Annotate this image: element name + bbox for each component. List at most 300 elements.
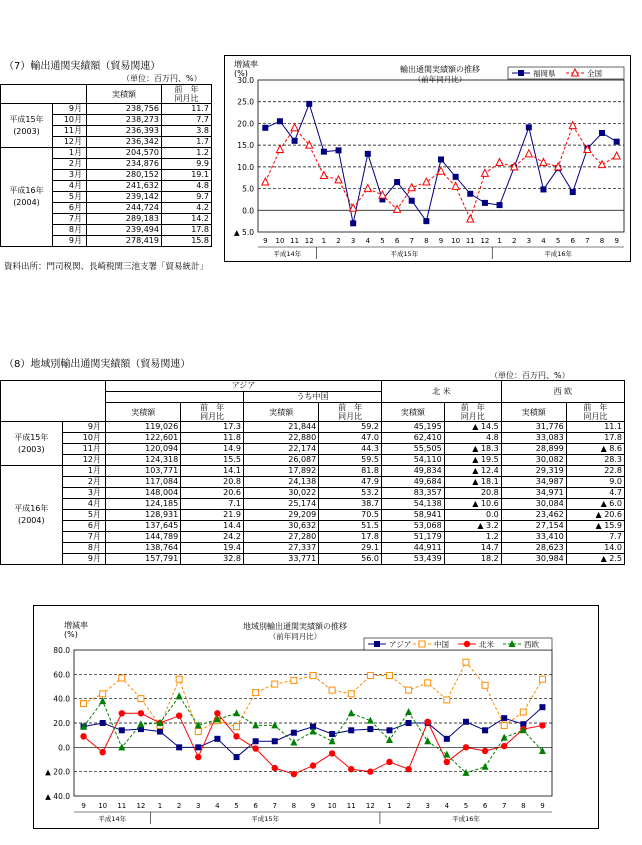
data-point	[321, 149, 327, 155]
data-point	[482, 748, 488, 754]
asia-amount-cell: 144,789	[105, 532, 180, 543]
era-label: 平成15年 (2003)	[1, 422, 63, 466]
data-point	[233, 709, 240, 716]
asia-amount-cell: 103,771	[105, 466, 180, 477]
amount-cell: 278,419	[87, 236, 162, 247]
x-tick-label: 1	[321, 237, 327, 245]
data-point	[540, 159, 547, 166]
month-cell: 1月	[53, 148, 87, 159]
data-point	[348, 691, 354, 697]
data-point	[467, 191, 473, 197]
asia-yoy-cell: 32.8	[181, 554, 244, 565]
data-point	[463, 719, 469, 725]
china-yoy-cell: 81.8	[319, 466, 382, 477]
data-point	[443, 751, 450, 758]
month-cell: 4月	[62, 499, 105, 510]
section7-title: （7）輸出通関実績額（貿易関連）	[4, 61, 161, 72]
data-point	[252, 721, 259, 728]
eu-amount-cell: 29,319	[501, 466, 566, 477]
asia-yoy-cell: 11.8	[181, 433, 244, 444]
x-group-label: 平成16年	[452, 815, 480, 823]
x-tick-label: 3	[526, 237, 532, 245]
header-blank	[1, 381, 106, 422]
month-cell: 3月	[62, 488, 105, 499]
china-amount-cell: 22,174	[243, 444, 318, 455]
yoy-cell: 19.1	[162, 170, 212, 181]
asia-amount-cell: 128,931	[105, 510, 180, 521]
x-tick-label: 12	[304, 237, 314, 245]
na-yoy-cell: ▲ 14.5	[444, 422, 501, 433]
data-point	[425, 680, 431, 686]
eu-amount-cell: 33,410	[501, 532, 566, 543]
x-tick-label: 12	[365, 802, 375, 810]
eu-amount-cell: 30,082	[501, 455, 566, 466]
amount-cell: 238,273	[87, 115, 162, 126]
data-point	[329, 737, 336, 744]
data-point	[539, 704, 545, 710]
data-point	[367, 768, 373, 774]
eu-yoy-cell: 11.1	[566, 422, 624, 433]
na-yoy-cell: ▲ 10.6	[444, 499, 501, 510]
na-amount-cell: 49,834	[381, 466, 444, 477]
y-tick-label: ▲ 40.0	[45, 792, 70, 801]
na-amount-cell: 49,684	[381, 477, 444, 488]
amount-cell: 234,876	[87, 159, 162, 170]
asia-amount-cell: 138,764	[105, 543, 180, 554]
eu-yoy-cell: 9.0	[566, 477, 624, 488]
data-point	[291, 124, 298, 131]
x-tick-label: 4	[541, 237, 546, 245]
x-tick-label: 5	[463, 802, 469, 810]
source-note: 資料出所：門司税関、長崎税関三池支署「貿易統計」	[4, 262, 209, 272]
data-point	[613, 152, 620, 159]
month-cell: 9月	[53, 104, 87, 115]
china-yoy-cell: 70.5	[319, 510, 382, 521]
data-point	[365, 151, 371, 157]
x-tick-label: 2	[406, 802, 411, 810]
china-amount-cell: 30,022	[243, 488, 318, 499]
amount-cell: 289,183	[87, 214, 162, 225]
data-point	[482, 200, 488, 206]
data-point	[290, 738, 297, 745]
china-yoy-cell: 51.5	[319, 521, 382, 532]
china-yoy-cell: 38.7	[319, 499, 382, 510]
data-point	[195, 744, 201, 750]
data-point	[364, 185, 371, 192]
na-yoy-cell: 20.8	[444, 488, 501, 499]
table-row	[1, 444, 625, 455]
eu-yoy-cell: 7.7	[566, 532, 624, 543]
table-header-row	[1, 381, 625, 392]
asia-amount-cell: 137,645	[105, 521, 180, 532]
month-cell: 2月	[62, 477, 105, 488]
data-point	[405, 708, 412, 715]
eu-yoy-cell: 4.7	[566, 488, 624, 499]
data-point	[291, 677, 297, 683]
data-point	[497, 202, 503, 208]
x-tick-label: 4	[365, 237, 371, 245]
data-point	[501, 715, 507, 721]
table-row	[1, 554, 625, 565]
amount-cell: 238,756	[87, 104, 162, 115]
x-tick-label: 11	[346, 802, 356, 810]
yoy-cell: 1.2	[162, 148, 212, 159]
header-blank	[1, 85, 87, 104]
x-tick-label: 3	[196, 802, 201, 810]
china-amount-cell: 29,209	[243, 510, 318, 521]
china-amount-cell: 22,880	[243, 433, 318, 444]
x-tick-label: 6	[394, 237, 400, 245]
amount-cell: 204,570	[87, 148, 162, 159]
x-tick-label: 5	[555, 237, 561, 245]
x-group-label: 平成16年	[544, 250, 573, 258]
na-yoy-cell: 1.2	[444, 532, 501, 543]
month-cell: 6月	[62, 521, 105, 532]
data-point	[444, 736, 450, 742]
section8-table	[0, 380, 625, 565]
data-point	[386, 727, 392, 733]
month-cell: 9月	[62, 422, 105, 433]
data-point	[310, 673, 316, 679]
month-cell: 11月	[62, 444, 105, 455]
month-cell: 12月	[62, 455, 105, 466]
asia-amount-cell: 157,791	[105, 554, 180, 565]
asia-amount-cell: 120,094	[105, 444, 180, 455]
series-line	[84, 696, 543, 773]
x-tick-label: 2	[176, 802, 182, 810]
x-tick-label: 2	[336, 237, 341, 245]
data-point	[423, 218, 429, 224]
data-point	[99, 749, 105, 755]
data-point	[176, 676, 182, 682]
na-amount-cell: 54,138	[381, 499, 444, 510]
data-point	[614, 139, 620, 145]
data-point	[405, 766, 411, 772]
data-point	[406, 687, 412, 693]
yoy-cell: 9.9	[162, 159, 212, 170]
eu-amount-cell: 31,776	[501, 422, 566, 433]
amount-cell: 241,632	[87, 181, 162, 192]
table-row	[1, 466, 625, 477]
data-point	[467, 215, 474, 222]
eu-amount-cell: 27,154	[501, 521, 566, 532]
data-point	[138, 696, 144, 702]
y-tick-label: 0.0	[58, 743, 70, 753]
legend-marker	[374, 641, 380, 647]
amount-cell: 239,142	[87, 192, 162, 203]
x-tick-label: 9	[310, 802, 316, 810]
data-point	[394, 179, 400, 185]
month-cell: 10月	[53, 115, 87, 126]
china-yoy-cell: 59.5	[319, 455, 382, 466]
data-point	[482, 727, 488, 733]
yoy-cell: 17.8	[162, 225, 212, 236]
header-amount: 実積額	[381, 403, 444, 422]
amount-cell: 239,494	[87, 225, 162, 236]
x-tick-label: 3	[425, 802, 430, 810]
x-tick-label: 3	[350, 237, 356, 245]
x-tick-label: 8	[424, 237, 429, 245]
section7-table	[0, 84, 212, 247]
data-point	[482, 763, 489, 770]
table-row	[1, 488, 625, 499]
table-row	[1, 499, 625, 510]
na-amount-cell: 53,068	[381, 521, 444, 532]
data-point	[234, 754, 240, 760]
na-amount-cell: 44,911	[381, 543, 444, 554]
x-tick-label: 10	[98, 802, 108, 810]
data-point	[119, 710, 125, 716]
data-point	[406, 720, 412, 726]
table-row	[1, 521, 625, 532]
month-cell: 4月	[53, 181, 87, 192]
data-point	[539, 676, 545, 682]
data-point	[272, 738, 278, 744]
table-row	[1, 148, 212, 159]
month-cell: 5月	[62, 510, 105, 521]
china-yoy-cell: 44.3	[319, 444, 382, 455]
data-point	[348, 709, 355, 716]
month-cell: 7月	[53, 214, 87, 225]
data-point	[481, 169, 488, 176]
data-point	[119, 675, 125, 681]
data-point	[350, 204, 357, 211]
x-tick-label: 1	[387, 802, 392, 810]
data-point	[453, 174, 459, 180]
data-point	[386, 673, 392, 679]
china-yoy-cell: 56.0	[319, 554, 382, 565]
month-cell: 9月	[62, 554, 105, 565]
yoy-cell: 15.8	[162, 236, 212, 247]
eu-yoy-cell: 17.8	[566, 433, 624, 444]
asia-yoy-cell: 24.2	[181, 532, 244, 543]
chart-title: 輸出通関実績額の推移	[400, 65, 480, 74]
asia-amount-cell: 119,026	[105, 422, 180, 433]
data-point	[137, 720, 144, 727]
x-tick-label: 4	[215, 802, 220, 810]
data-point	[291, 730, 297, 736]
data-point	[292, 138, 298, 144]
eu-amount-cell: 34,971	[501, 488, 566, 499]
na-amount-cell: 58,941	[381, 510, 444, 521]
data-point	[423, 178, 430, 185]
y-tick-label: ▲ 5.0	[233, 228, 254, 237]
eu-amount-cell: 34,987	[501, 477, 566, 488]
era-label: 平成16年 (2004)	[1, 148, 53, 247]
x-tick-label: 5	[234, 802, 239, 810]
y-tick-label: 80.0	[53, 646, 70, 655]
asia-amount-cell: 117,084	[105, 477, 180, 488]
month-cell: 8月	[62, 543, 105, 554]
chart-prefecture-export	[224, 55, 631, 262]
plot-frame	[258, 80, 624, 232]
asia-yoy-cell: 20.6	[181, 488, 244, 499]
data-point	[409, 198, 415, 204]
x-group-label: 平成14年	[273, 250, 302, 258]
month-cell: 9月	[53, 236, 87, 247]
month-cell: 6月	[53, 203, 87, 214]
x-tick-label: 12	[480, 237, 490, 245]
china-yoy-cell: 59.2	[319, 422, 382, 433]
table-row	[1, 422, 625, 433]
data-point	[195, 729, 201, 735]
y-tick-label: 5.0	[242, 184, 254, 194]
data-point	[100, 720, 106, 726]
legend-label: 北米	[479, 640, 494, 649]
y-tick-label: 20.0	[237, 119, 254, 129]
header-yoy: 前 年 同月比	[444, 403, 501, 422]
y-tick-label: 60.0	[53, 670, 70, 680]
table-row	[1, 433, 625, 444]
x-tick-label: 11	[465, 237, 475, 245]
data-point	[176, 744, 182, 750]
data-point	[501, 722, 507, 728]
data-point	[463, 744, 469, 750]
data-point	[157, 729, 163, 735]
asia-yoy-cell: 21.9	[181, 510, 244, 521]
data-point	[540, 186, 546, 192]
asia-amount-cell: 124,318	[105, 455, 180, 466]
data-point	[520, 709, 526, 715]
section8-title: （8）地域別輸出通関実績額（貿易関連）	[4, 359, 191, 370]
y-axis-label: (%)	[234, 69, 248, 78]
eu-amount-cell: 23,462	[501, 510, 566, 521]
data-point	[276, 145, 283, 152]
data-point	[233, 733, 239, 739]
x-tick-label: 10	[327, 802, 337, 810]
x-tick-label: 8	[521, 802, 526, 810]
header-yoy: 前 年 同月比	[319, 403, 382, 422]
eu-amount-cell: 28,623	[501, 543, 566, 554]
data-point	[176, 692, 183, 699]
header-asia: アジア	[105, 381, 381, 392]
table-row	[1, 455, 625, 466]
x-group-label: 平成15年	[390, 250, 419, 258]
data-point	[262, 178, 269, 185]
data-point	[496, 159, 503, 166]
china-amount-cell: 33,771	[243, 554, 318, 565]
legend-marker	[518, 70, 524, 76]
month-cell: 8月	[53, 225, 87, 236]
legend-label: 全国	[587, 69, 602, 78]
data-point	[253, 690, 259, 696]
yoy-cell: 4.2	[162, 203, 212, 214]
na-amount-cell: 62,410	[381, 433, 444, 444]
na-yoy-cell: 4.8	[444, 433, 501, 444]
amount-cell: 244,724	[87, 203, 162, 214]
china-amount-cell: 24,138	[243, 477, 318, 488]
legend-label: アジア	[389, 640, 412, 649]
header-china: うち中国	[243, 392, 381, 403]
china-yoy-cell: 53.2	[319, 488, 382, 499]
data-point	[348, 766, 354, 772]
data-point	[329, 687, 335, 693]
yoy-cell: 1.7	[162, 137, 212, 148]
data-point	[569, 122, 576, 129]
data-point	[272, 681, 278, 687]
na-yoy-cell: ▲ 18.1	[444, 477, 501, 488]
legend-marker	[464, 641, 470, 647]
table-row	[1, 104, 212, 115]
data-point	[539, 747, 546, 754]
data-point	[463, 659, 469, 665]
data-point	[271, 721, 278, 728]
yoy-cell: 11.7	[162, 104, 212, 115]
era-label: 平成16年 (2004)	[1, 466, 63, 565]
amount-cell: 280,152	[87, 170, 162, 181]
month-cell: 10月	[62, 433, 105, 444]
legend-marker	[419, 641, 425, 647]
data-point	[452, 182, 459, 189]
month-cell: 1月	[62, 466, 105, 477]
y-tick-label: 20.0	[53, 719, 70, 728]
data-point	[367, 673, 373, 679]
x-tick-label: 5	[380, 237, 385, 245]
amount-cell: 236,393	[87, 126, 162, 137]
eu-yoy-cell: 14.0	[566, 543, 624, 554]
eu-amount-cell: 33,083	[501, 433, 566, 444]
section8-unit: （単位：百万円、%）	[490, 371, 570, 380]
month-cell: 2月	[53, 159, 87, 170]
x-tick-label: 11	[117, 802, 127, 810]
chart-title: 地域別輸出通関実績額の推移	[243, 622, 347, 631]
table-row	[1, 477, 625, 488]
data-point	[176, 713, 182, 719]
na-yoy-cell: ▲ 3.2	[444, 521, 501, 532]
x-tick-label: 12	[136, 802, 146, 810]
month-cell: 12月	[53, 137, 87, 148]
na-yoy-cell: 14.7	[444, 543, 501, 554]
china-yoy-cell: 47.9	[319, 477, 382, 488]
data-point	[539, 722, 545, 728]
x-tick-label: 10	[275, 237, 285, 245]
china-amount-cell: 30,632	[243, 521, 318, 532]
y-axis-label: 増減率	[64, 621, 88, 630]
data-point	[252, 745, 258, 751]
eu-yoy-cell: 22.8	[566, 466, 624, 477]
data-point	[310, 762, 316, 768]
data-point	[320, 172, 327, 179]
asia-amount-cell: 148,004	[105, 488, 180, 499]
x-tick-label: 2	[511, 237, 517, 245]
x-tick-label: 10	[451, 237, 461, 245]
data-point	[386, 759, 392, 765]
y-tick-label: 30.0	[237, 76, 254, 85]
y-axis-label: 増減率	[234, 60, 258, 69]
china-yoy-cell: 47.0	[319, 433, 382, 444]
month-cell: 5月	[53, 192, 87, 203]
x-tick-label: 11	[290, 237, 300, 245]
eu-amount-cell: 30,984	[501, 554, 566, 565]
na-amount-cell: 45,195	[381, 422, 444, 433]
china-amount-cell: 17,892	[243, 466, 318, 477]
header-asia-blank	[105, 392, 243, 403]
data-point	[272, 765, 278, 771]
asia-yoy-cell: 17.3	[181, 422, 244, 433]
data-point	[350, 220, 356, 226]
yoy-cell: 3.8	[162, 126, 212, 137]
na-amount-cell: 83,357	[381, 488, 444, 499]
x-tick-label: 8	[599, 237, 605, 245]
x-tick-label: 9	[263, 237, 268, 245]
x-group-label: 平成15年	[251, 815, 280, 823]
month-cell: 7月	[62, 532, 105, 543]
asia-yoy-cell: 14.4	[181, 521, 244, 532]
header-eu: 西 欧	[501, 381, 624, 403]
data-point	[138, 710, 144, 716]
eu-yoy-cell: 28.3	[566, 455, 624, 466]
data-point	[444, 759, 450, 765]
